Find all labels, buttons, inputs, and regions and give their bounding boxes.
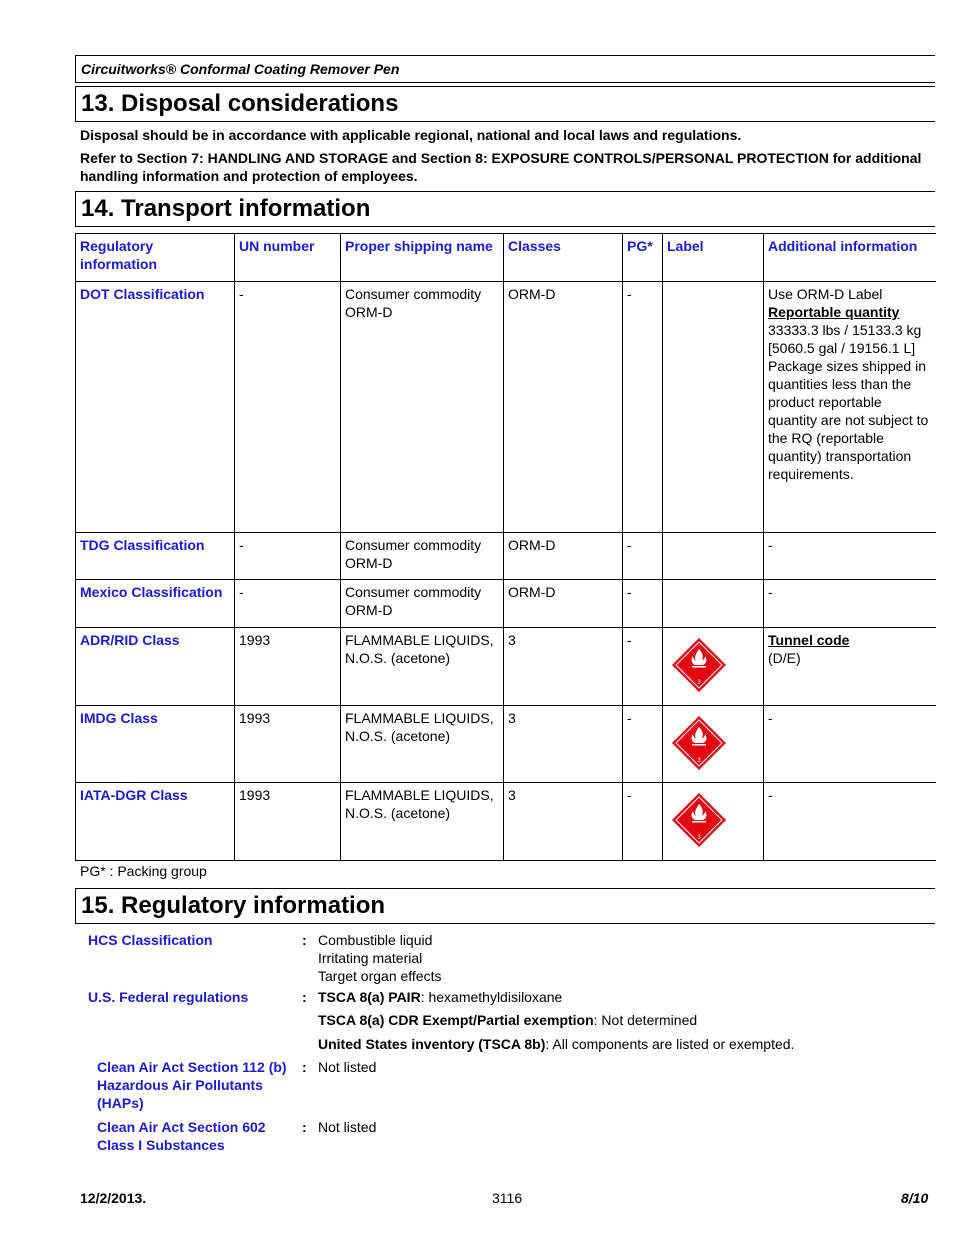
svg-text:3: 3 xyxy=(697,835,701,841)
row-imdg-un: 1993 xyxy=(235,706,341,783)
svg-text:3: 3 xyxy=(697,758,701,764)
row-tdg-additional: - xyxy=(764,533,936,580)
disposal-paragraph-1: Disposal should be in accordance with applicable regional, national and local laws and regulations. xyxy=(80,127,742,143)
row-iata-reg: IATA-DGR Class xyxy=(76,783,235,861)
row-dot-name: Consumer commodity ORM-D xyxy=(341,282,504,533)
row-tdg-reg: TDG Classification xyxy=(76,533,235,580)
tsca-pair-value: : hexamethyldisiloxane xyxy=(420,989,563,1005)
row-adr-additional xyxy=(764,628,936,706)
tsca-cdr-label: TSCA 8(a) CDR Exempt/Partial exemption xyxy=(318,1012,594,1028)
tsca-pair xyxy=(318,988,562,1006)
flammable-liquid-diamond-icon xyxy=(671,715,727,771)
row-tdg-label xyxy=(663,533,764,580)
row-imdg-class: 3 xyxy=(504,706,623,783)
row-tdg-un: - xyxy=(235,533,341,580)
hcs-value-1: Combustible liquid xyxy=(318,932,433,948)
row-tdg-name: Consumer commodity ORM-D xyxy=(341,533,504,580)
tunnel-code-label: Tunnel code xyxy=(768,632,850,648)
hcs-value-2: Irritating material xyxy=(318,950,423,966)
table-header-row xyxy=(76,234,936,282)
row-adr-pg: - xyxy=(623,628,663,706)
section-13-title: 13. Disposal considerations xyxy=(75,86,935,122)
section-14-title: 14. Transport information xyxy=(75,191,935,227)
row-tdg-pg: - xyxy=(623,533,663,580)
row-mexico-additional: - xyxy=(764,580,936,628)
row-iata-pg: - xyxy=(623,783,663,861)
dot-orm-label: Use ORM-D Label xyxy=(768,286,883,302)
hcs-values xyxy=(318,931,441,985)
tsca-inventory xyxy=(318,1035,794,1053)
row-iata-additional: - xyxy=(764,783,936,861)
caa-602-colon: : xyxy=(302,1119,307,1135)
table-row xyxy=(76,282,936,533)
row-iata-class: 3 xyxy=(504,783,623,861)
row-imdg-pg: - xyxy=(623,706,663,783)
row-adr-reg: ADR/RID Class xyxy=(76,628,235,706)
caa-112-colon: : xyxy=(302,1059,307,1075)
table-row xyxy=(76,580,936,628)
transport-table xyxy=(75,233,936,861)
row-dot-class: ORM-D xyxy=(504,282,623,533)
packing-group-note: PG* : Packing group xyxy=(80,863,207,879)
row-imdg-name: FLAMMABLE LIQUIDS, N.O.S. (acetone) xyxy=(341,706,504,783)
us-federal-label: U.S. Federal regulations xyxy=(88,989,249,1005)
col-header-regulatory: Regulatory information xyxy=(76,234,235,282)
row-iata-un: 1993 xyxy=(235,783,341,861)
dot-rq-note: Package sizes shipped in quantities less than the product reportable quantity are not subject to the RQ (reportable quantity) transportation requirements. xyxy=(768,358,929,482)
row-imdg-reg: IMDG Class xyxy=(76,706,235,783)
col-header-label: Label xyxy=(663,234,764,282)
hcs-classification-label: HCS Classification xyxy=(88,932,213,948)
row-mexico-reg: Mexico Classification xyxy=(76,580,235,628)
table-row xyxy=(76,706,936,783)
col-header-pg: PG* xyxy=(623,234,663,282)
table-row xyxy=(76,783,936,861)
flammable-liquid-diamond-icon xyxy=(671,637,727,693)
row-adr-label xyxy=(663,628,764,706)
section-15-title: 15. Regulatory information xyxy=(75,888,935,924)
dot-rq-label: Reportable quantity xyxy=(768,304,900,320)
table-row xyxy=(76,533,936,580)
caa-602-label: Clean Air Act Section 602 Class I Substances xyxy=(97,1119,266,1153)
row-dot-reg: DOT Classification xyxy=(76,282,235,533)
row-dot-label xyxy=(663,282,764,533)
col-header-un-number: UN number xyxy=(235,234,341,282)
row-mexico-name: Consumer commodity ORM-D xyxy=(341,580,504,628)
row-mexico-label xyxy=(663,580,764,628)
svg-text:3: 3 xyxy=(697,680,701,686)
row-dot-pg: - xyxy=(623,282,663,533)
tunnel-code-value: (D/E) xyxy=(768,650,801,666)
document-header: Circuitworks® Conformal Coating Remover Pen xyxy=(75,55,935,83)
row-tdg-class: ORM-D xyxy=(504,533,623,580)
row-adr-un: 1993 xyxy=(235,628,341,706)
row-iata-label xyxy=(663,783,764,861)
row-iata-name: FLAMMABLE LIQUIDS, N.O.S. (acetone) xyxy=(341,783,504,861)
caa-602-value: Not listed xyxy=(318,1119,377,1135)
col-header-shipping-name: Proper shipping name xyxy=(341,234,504,282)
footer-date: 12/2/2013. xyxy=(80,1190,147,1206)
dot-rq-value: 33333.3 lbs / 15133.3 kg [5060.5 gal / 19156.1 L] xyxy=(768,322,922,356)
caa-112-label: Clean Air Act Section 112 (b) Hazardous Air Pollutants (HAPs) xyxy=(97,1059,287,1111)
table-row xyxy=(76,628,936,706)
tsca-pair-label: TSCA 8(a) PAIR xyxy=(318,989,421,1005)
tsca-cdr-value: : Not determined xyxy=(593,1012,698,1028)
row-dot-un: - xyxy=(235,282,341,533)
tsca-inv-label: United States inventory (TSCA 8b) xyxy=(318,1036,546,1052)
col-header-additional: Additional information xyxy=(764,234,936,282)
footer-page: 8/10 xyxy=(901,1190,929,1206)
tsca-inv-value: : All components are listed or exempted. xyxy=(545,1036,795,1052)
footer-code: 3116 xyxy=(492,1190,523,1206)
hcs-value-3: Target organ effects xyxy=(318,968,442,984)
row-mexico-pg: - xyxy=(623,580,663,628)
disposal-paragraph-2: Refer to Section 7: HANDLING AND STORAGE and Section 8: EXPOSURE CONTROLS/PERSONAL PROTECTION for additional handling information and protection of employees. xyxy=(80,150,922,184)
row-adr-name: FLAMMABLE LIQUIDS, N.O.S. (acetone) xyxy=(341,628,504,706)
hcs-colon: : xyxy=(302,932,307,948)
row-adr-class: 3 xyxy=(504,628,623,706)
row-mexico-class: ORM-D xyxy=(504,580,623,628)
row-imdg-label xyxy=(663,706,764,783)
fed-colon: : xyxy=(302,989,307,1005)
tsca-cdr xyxy=(318,1011,697,1029)
row-dot-additional xyxy=(764,282,936,533)
row-mexico-un: - xyxy=(235,580,341,628)
row-imdg-additional: - xyxy=(764,706,936,783)
flammable-liquid-diamond-icon xyxy=(671,792,727,848)
caa-112-value: Not listed xyxy=(318,1059,377,1075)
col-header-classes: Classes xyxy=(504,234,623,282)
